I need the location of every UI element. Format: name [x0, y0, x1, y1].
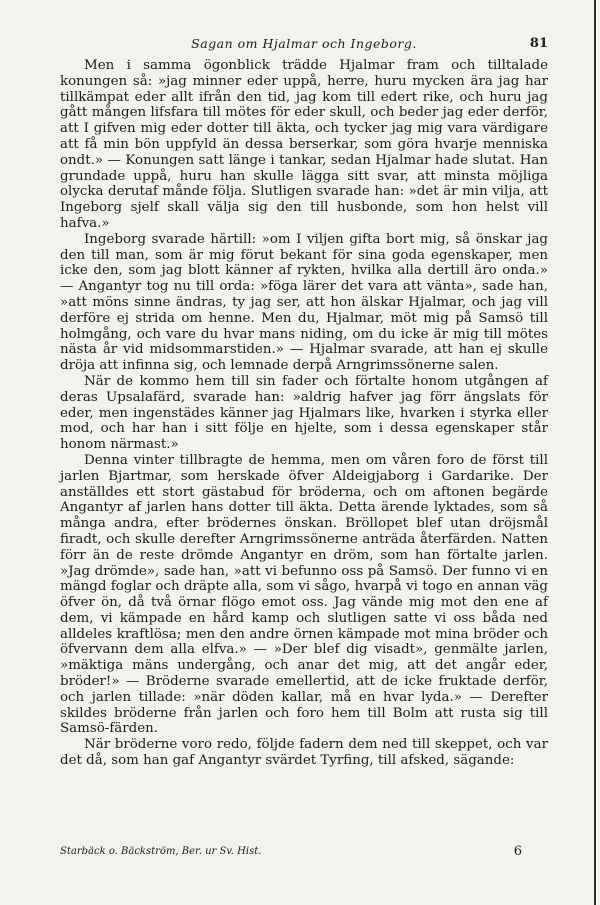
signature-line: Starbäck o. Bäckström, Ber. ur Sv. Hist.	[60, 846, 262, 857]
text-body	[60, 58, 548, 769]
running-header	[60, 36, 548, 58]
footer	[60, 846, 548, 857]
paragraph: När bröderne voro redo, följde fadern dem ned till skeppet, och var det då, som han gaf Angantyr svärdet Tyrfing, till afsked, sägande:	[60, 737, 548, 769]
page-number: 81	[529, 36, 548, 51]
paragraph: När de kommo hem till sin fader och förtalte honom utgången af deras Upsalafärd, svarade han: »aldrig hafver jag förr ängslats för eder, men ingenstädes känner jag Hjalmars like, hvarken i styrka eller mod, och har han i sitt följe en hjelte, som i dessa egenskaper står honom närmast.»	[60, 373, 548, 453]
paragraph: Ingeborg svarade härtill: »om I viljen gifta bort mig, så önskar jag den till man, som är mig förut bekant för sina goda egenskaper, men icke den, som jag blott känner af rykten, hvilka alla dertill äro onda.» — Angantyr tog nu till orda: »föga lärer det vara att vänta», sade han, »att möns sinne ändras, ty jag ser, att hon älskar Hjalmar, och jag vill derföre ej strida om henne. Men du, Hjalmar, möt mig på Samsö till holmgång, och vare du hvar mans niding, om du icke är mig till mötes nästa år vid midsommarstiden.» — Hjalmar svarade, att han ej skulle dröja att infinna sig, och lemnade derpå Arngrimssönerne salen.	[60, 231, 548, 374]
page-edge	[594, 0, 596, 905]
sheet-number: 6	[513, 844, 522, 859]
paragraph: Men i samma ögonblick trädde Hjalmar fram och tilltalade konungen så: »jag minner eder uppå, herre, huru mycken ära jag har tillkämpat eder allt ifrån den tid, jag kom till edert rike, och huru jag gått mången lifsfara till mötes för eder skull, och beder jag eder derför, att I gifven mig eder dotter till äkta, och tycker jag mig vara värdigare att få min bön uppfyld än dessa berserkar, som göra hvarje menniska ondt.» — Konungen satt länge i tankar, sedan Hjalmar hade slutat. Han grundade uppå, huru han skulle lägga sitt svar, att minsta möjliga olycka derutaf månde följa. Slutligen svarade han: »det är min vilja, att Ingeborg sjelf skall välja sig den till husbonde, som hon helst vill hafva.»	[60, 58, 548, 231]
paragraph: Denna vinter tillbragte de hemma, men om våren foro de först till jarlen Bjartmar, som herskade öfver Aldeigjaborg i Gardarike. Der anställdes ett stort gästabud för bröderna, och om aftonen begärde Angantyr af jarlen hans dotter till äkta. Detta ärende lyktades, som så många andra, efter brödernes önskan. Bröllopet blef utan dröjsmål firadt, och skulle derefter Arngrimssönerne anträda återfärden. Natten förr än de reste drömde Angantyr en dröm, som han förtalte jarlen. »Jag drömde», sade han, »att vi befunno oss på Samsö. Der funno vi en mängd foglar och dräpte alla, som vi sågo, hvarpå vi togo en annan väg öfver ön, då två örnar flögo emot oss. Jag vände mig mot den ene af dem, vi kämpade en hård kamp och slutligen satte vi oss båda ned alldeles kraftlösa; men den andre örnen kämpade mot mina bröder och öfvervann dem alla elfva.» — »Der blef dig visadt», genmälte jarlen, »mäktiga mäns undergång, och anar det mig, att det angår eder, bröder!» — Bröderne svarade emellertid, att de icke fruktade derför, och jarlen tillade: »när döden kallar, må en hvar lyda.» — Derefter skildes bröderne från jarlen och foro hem till Bolm att rusta sig till Samsö-färden.	[60, 452, 548, 737]
running-title: Sagan om Hjalmar och Ingeborg.	[191, 36, 417, 51]
